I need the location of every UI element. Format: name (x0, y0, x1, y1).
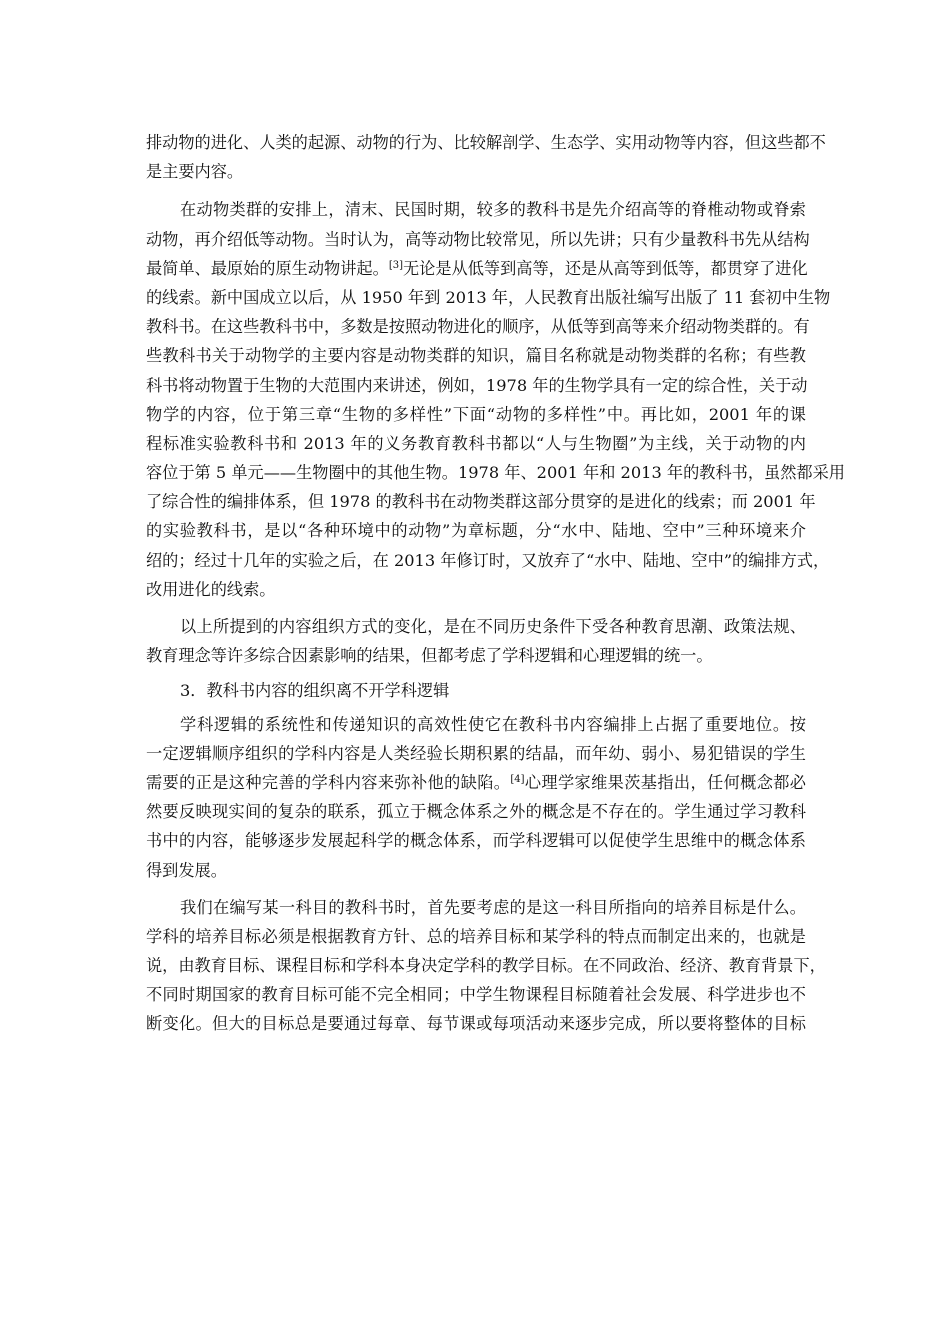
body-line: 程标准实验教科书和 2013 年的义务教育教科书都以“人与生物圈”为主线，关于动物的内 (146, 433, 806, 453)
body-line: 容位于第 5 单元——生物圈中的其他生物。1978 年、2001 年和 2013 年的教科书，虽然都采用 (146, 463, 845, 483)
citation-line-before: 最简单、最原始的原生动物讲起。 (146, 258, 389, 278)
body-line: 排动物的进化、人类的起源、动物的行为、比较解剖学、生态学、实用动物等内容，但这些都不 (146, 133, 826, 152)
body-line: 教育理念等许多综合因素影响的结果，但都考虑了学科逻辑和心理逻辑的统一。 (146, 646, 713, 666)
body-line: 一定逻辑顺序组织的学科内容是人类经验长期积累的结晶，而年幼、弱小、易犯错误的学生 (146, 743, 806, 763)
body-line: 断变化。但大的目标总是要通过每章、每节课或每项活动来逐步完成，所以要将整体的目标 (146, 1014, 806, 1034)
body-line: 科书将动物置于生物的大范围内来讲述，例如，1978 年的生物学具有一定的综合性，关于动 (146, 375, 808, 395)
body-line: 动物，再介绍低等动物。当时认为，高等动物比较常见，所以先讲；只有少量教科书先从结构 (146, 229, 810, 249)
body-line: 说，由教育目标、课程目标和学科本身决定学科的教学目标。在不同政治、经济、教育背景下， (146, 956, 826, 976)
body-line: 了综合性的编排体系，但 1978 的教科书在动物类群这部分贯穿的是进化的线索；而 2001 年 (146, 492, 816, 512)
body-line: 是主要内容。 (146, 162, 244, 182)
body-line: 教科书。在这些教科书中，多数是按照动物进化的顺序，从低等到高等来介绍动物类群的。有 (146, 317, 810, 337)
body-line-with-citation (146, 254, 806, 283)
body-line: 我们在编写某一科目的教科书时，首先要考虑的是这一科目所指向的培养目标是什么。 (180, 897, 806, 917)
body-line: 绍的；经过十几年的实验之后，在 2013 年修订时，又放弃了“水中、陆地、空中”的编排方式， (146, 550, 830, 570)
body-line: 书中的内容，能够逐步发展起科学的概念体系，而学科逻辑可以促使学生思维中的概念体系 (146, 831, 806, 851)
body-line-with-citation (146, 768, 806, 797)
citation-line-after: 心理学家维果茨基指出，任何概念都必 (524, 772, 806, 792)
citation-line-before: 需要的正是这种完善的学科内容来弥补他的缺陷。 (146, 772, 511, 792)
body-line: 不同时期国家的教育目标可能不完全相同；中学生物课程目标随着社会发展、科学进步也不 (146, 985, 806, 1005)
body-line: 的线索。新中国成立以后，从 1950 年到 2013 年，人民教育出版社编写出版了 11 套初中生物 (146, 287, 831, 307)
body-line: 改用进化的线索。 (146, 579, 276, 599)
section-heading: 3．教科书内容的组织离不开学科逻辑 (180, 681, 450, 701)
citation-ref: [3] (388, 259, 403, 271)
body-line: 些教科书关于动物学的主要内容是动物类群的知识，篇目名称就是动物类群的名称；有些教 (146, 346, 806, 366)
body-line: 在动物类群的安排上，清末、民国时期，较多的教科书是先介绍高等的脊椎动物或脊索 (180, 200, 806, 220)
citation-ref: [4] (510, 773, 525, 785)
body-line: 学科的培养目标必须是根据教育方针、总的培养目标和某学科的特点而制定出来的，也就是 (146, 926, 806, 946)
body-line: 的实验教科书，是以“各种环境中的动物”为章标题，分“水中、陆地、空中”三种环境来介 (146, 521, 806, 541)
document-page (146, 128, 845, 1039)
citation-line-after: 无论是从低等到高等，还是从高等到低等，都贯穿了进化 (402, 258, 808, 278)
body-line: 然要反映现实间的复杂的联系，孤立于概念体系之外的概念是不存在的。学生通过学习教科 (146, 802, 806, 822)
body-line: 学科逻辑的系统性和传递知识的高效性使它在教科书内容编排上占据了重要地位。按 (180, 714, 806, 734)
body-line: 物学的内容，位于第三章“生物的多样性”下面“动物的多样性”中。再比如，2001 年的课 (146, 404, 806, 424)
body-line: 得到发展。 (146, 860, 227, 880)
body-line: 以上所提到的内容组织方式的变化，是在不同历史条件下受各种教育思潮、政策法规、 (180, 617, 806, 636)
